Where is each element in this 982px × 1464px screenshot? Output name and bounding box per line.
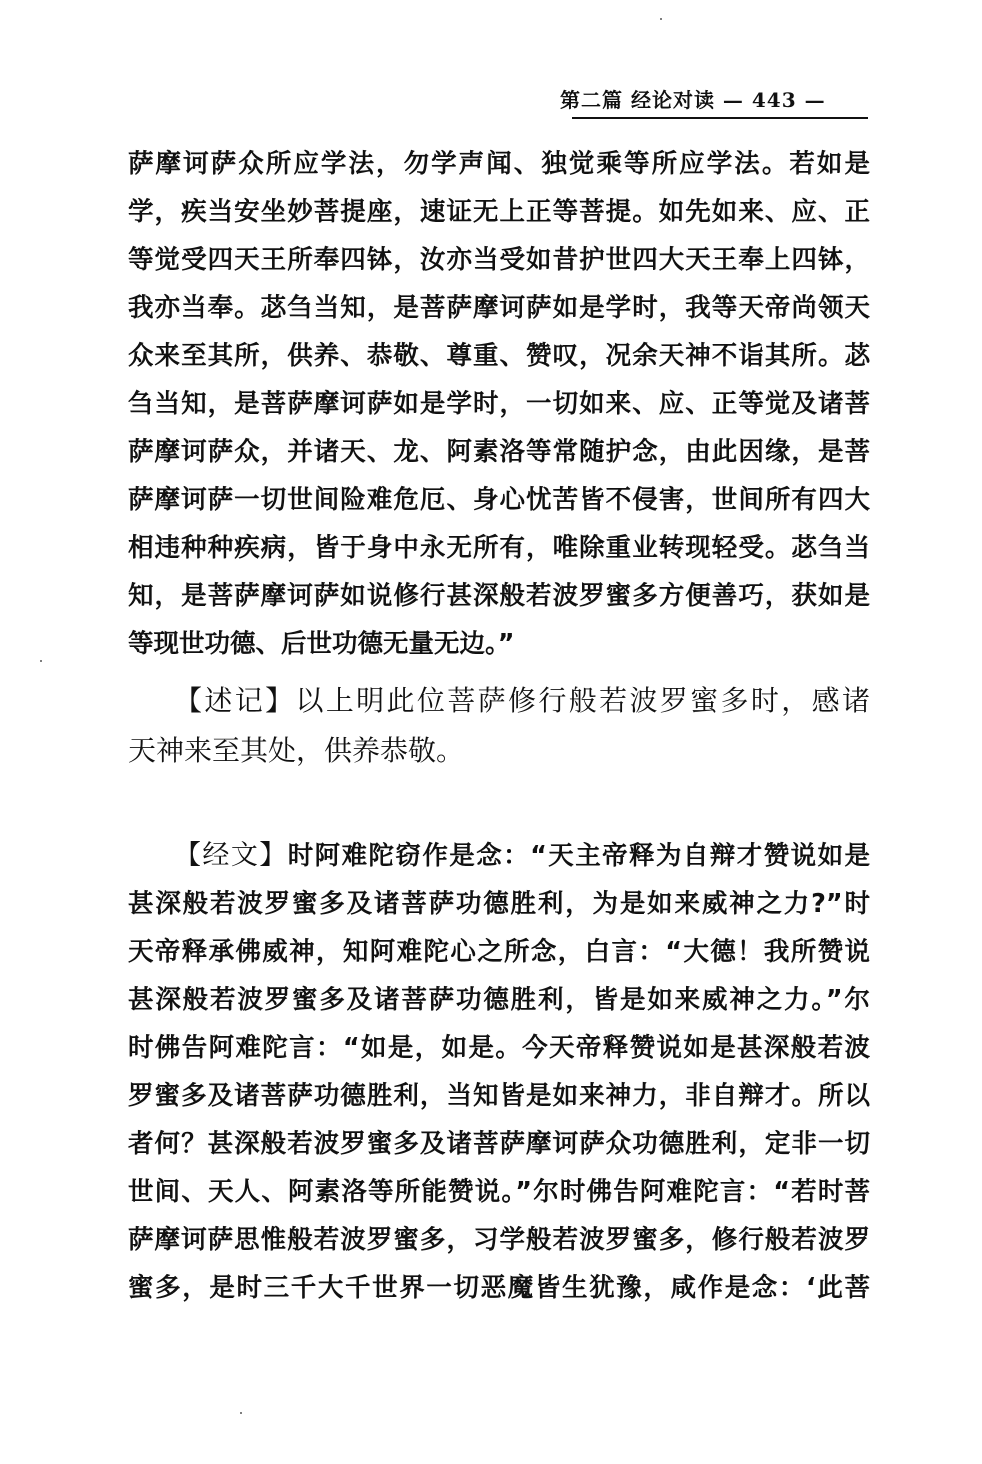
text-line: 学，疾当安坐妙菩提座，速证无上正等菩提。如先如来、应、正 — [128, 197, 870, 227]
scripture-label: 【经文】 — [174, 840, 288, 871]
text-line: 甚深般若波罗蜜多及诸菩萨功德胜利，为是如来威神之力?”时 — [128, 889, 870, 919]
text-line: 者何？甚深般若波罗蜜多及诸菩萨摩诃萨众功德胜利，定非一切 — [128, 1129, 870, 1159]
text-line: 知，是菩萨摩诃萨如说修行甚深般若波罗蜜多方便善巧，获如是 — [128, 581, 870, 611]
text-line: 天帝释承佛威神，知阿难陀心之所念，白言：“大德！我所赞说 — [128, 937, 870, 967]
text-line: 刍当知，是菩萨摩诃萨如是学时，一切如来、应、正等觉及诸菩 — [128, 389, 870, 419]
scripture-continuation-paragraph — [128, 140, 870, 668]
text-line: 萨摩诃萨思惟般若波罗蜜多，习学般若波罗蜜多，修行般若波罗 — [128, 1225, 870, 1255]
header-rule — [572, 117, 868, 119]
text-line: 萨摩诃萨众所应学法，勿学声闻、独觉乘等所应学法。若如是 — [128, 149, 870, 179]
text-line: 蜜多，是时三千大千世界一切恶魔皆生犹豫，咸作是念：‘此菩 — [128, 1273, 870, 1303]
text-line: 萨摩诃萨众，并诸天、龙、阿素洛等常随护念，由此因缘，是菩 — [128, 437, 870, 467]
text-line: 世间、天人、阿素洛等所能赞说。”尔时佛告阿难陀言：“若时菩 — [128, 1177, 870, 1207]
scan-speck — [40, 660, 42, 662]
text-line: 我亦当奉。苾刍当知，是菩萨摩诃萨如是学时，我等天帝尚领天 — [128, 293, 870, 323]
text-line: 时佛告阿难陀言：“如是，如是。今天帝释赞说如是甚深般若波 — [128, 1033, 870, 1063]
text-line: 相违种种疾病，皆于身中永无所有，唯除重业转现轻受。苾刍当 — [128, 533, 870, 563]
scan-speck — [660, 18, 662, 20]
text-line: 众来至其所，供养、恭敬、尊重、赞叹，况余天神不诣其所。苾 — [128, 341, 870, 371]
scripture-first-line: 时阿难陀窃作是念：“天主帝释为自辩才赞说如是 — [287, 841, 870, 871]
text-line: 等觉受四天王所奉四钵，汝亦当受如昔护世四大天王奉上四钵， — [128, 245, 870, 275]
text-line: 罗蜜多及诸菩萨功德胜利，当知皆是如来神力，非自辩才。所以 — [128, 1081, 870, 1111]
text-line — [128, 832, 870, 880]
commentary-line: 天神来至其处，供养恭敬。 — [128, 734, 465, 767]
text-line: 甚深般若波罗蜜多及诸菩萨功德胜利，皆是如来威神之力。”尔 — [128, 985, 870, 1015]
commentary-line: 【述记】以上明此位菩萨修行般若波罗蜜多时，感诸 — [174, 684, 870, 717]
text-line: 萨摩诃萨一切世间险难危厄、身心忧苦皆不侵害，世间所有四大 — [128, 485, 870, 515]
running-header: 第二篇 经论对读 — 443 — — [560, 88, 826, 112]
scan-speck — [240, 1412, 242, 1414]
commentary-paragraph — [128, 676, 870, 776]
text-line: 等现世功德、后世功德无量无边。” — [128, 629, 515, 659]
scripture-paragraph — [128, 832, 870, 1312]
